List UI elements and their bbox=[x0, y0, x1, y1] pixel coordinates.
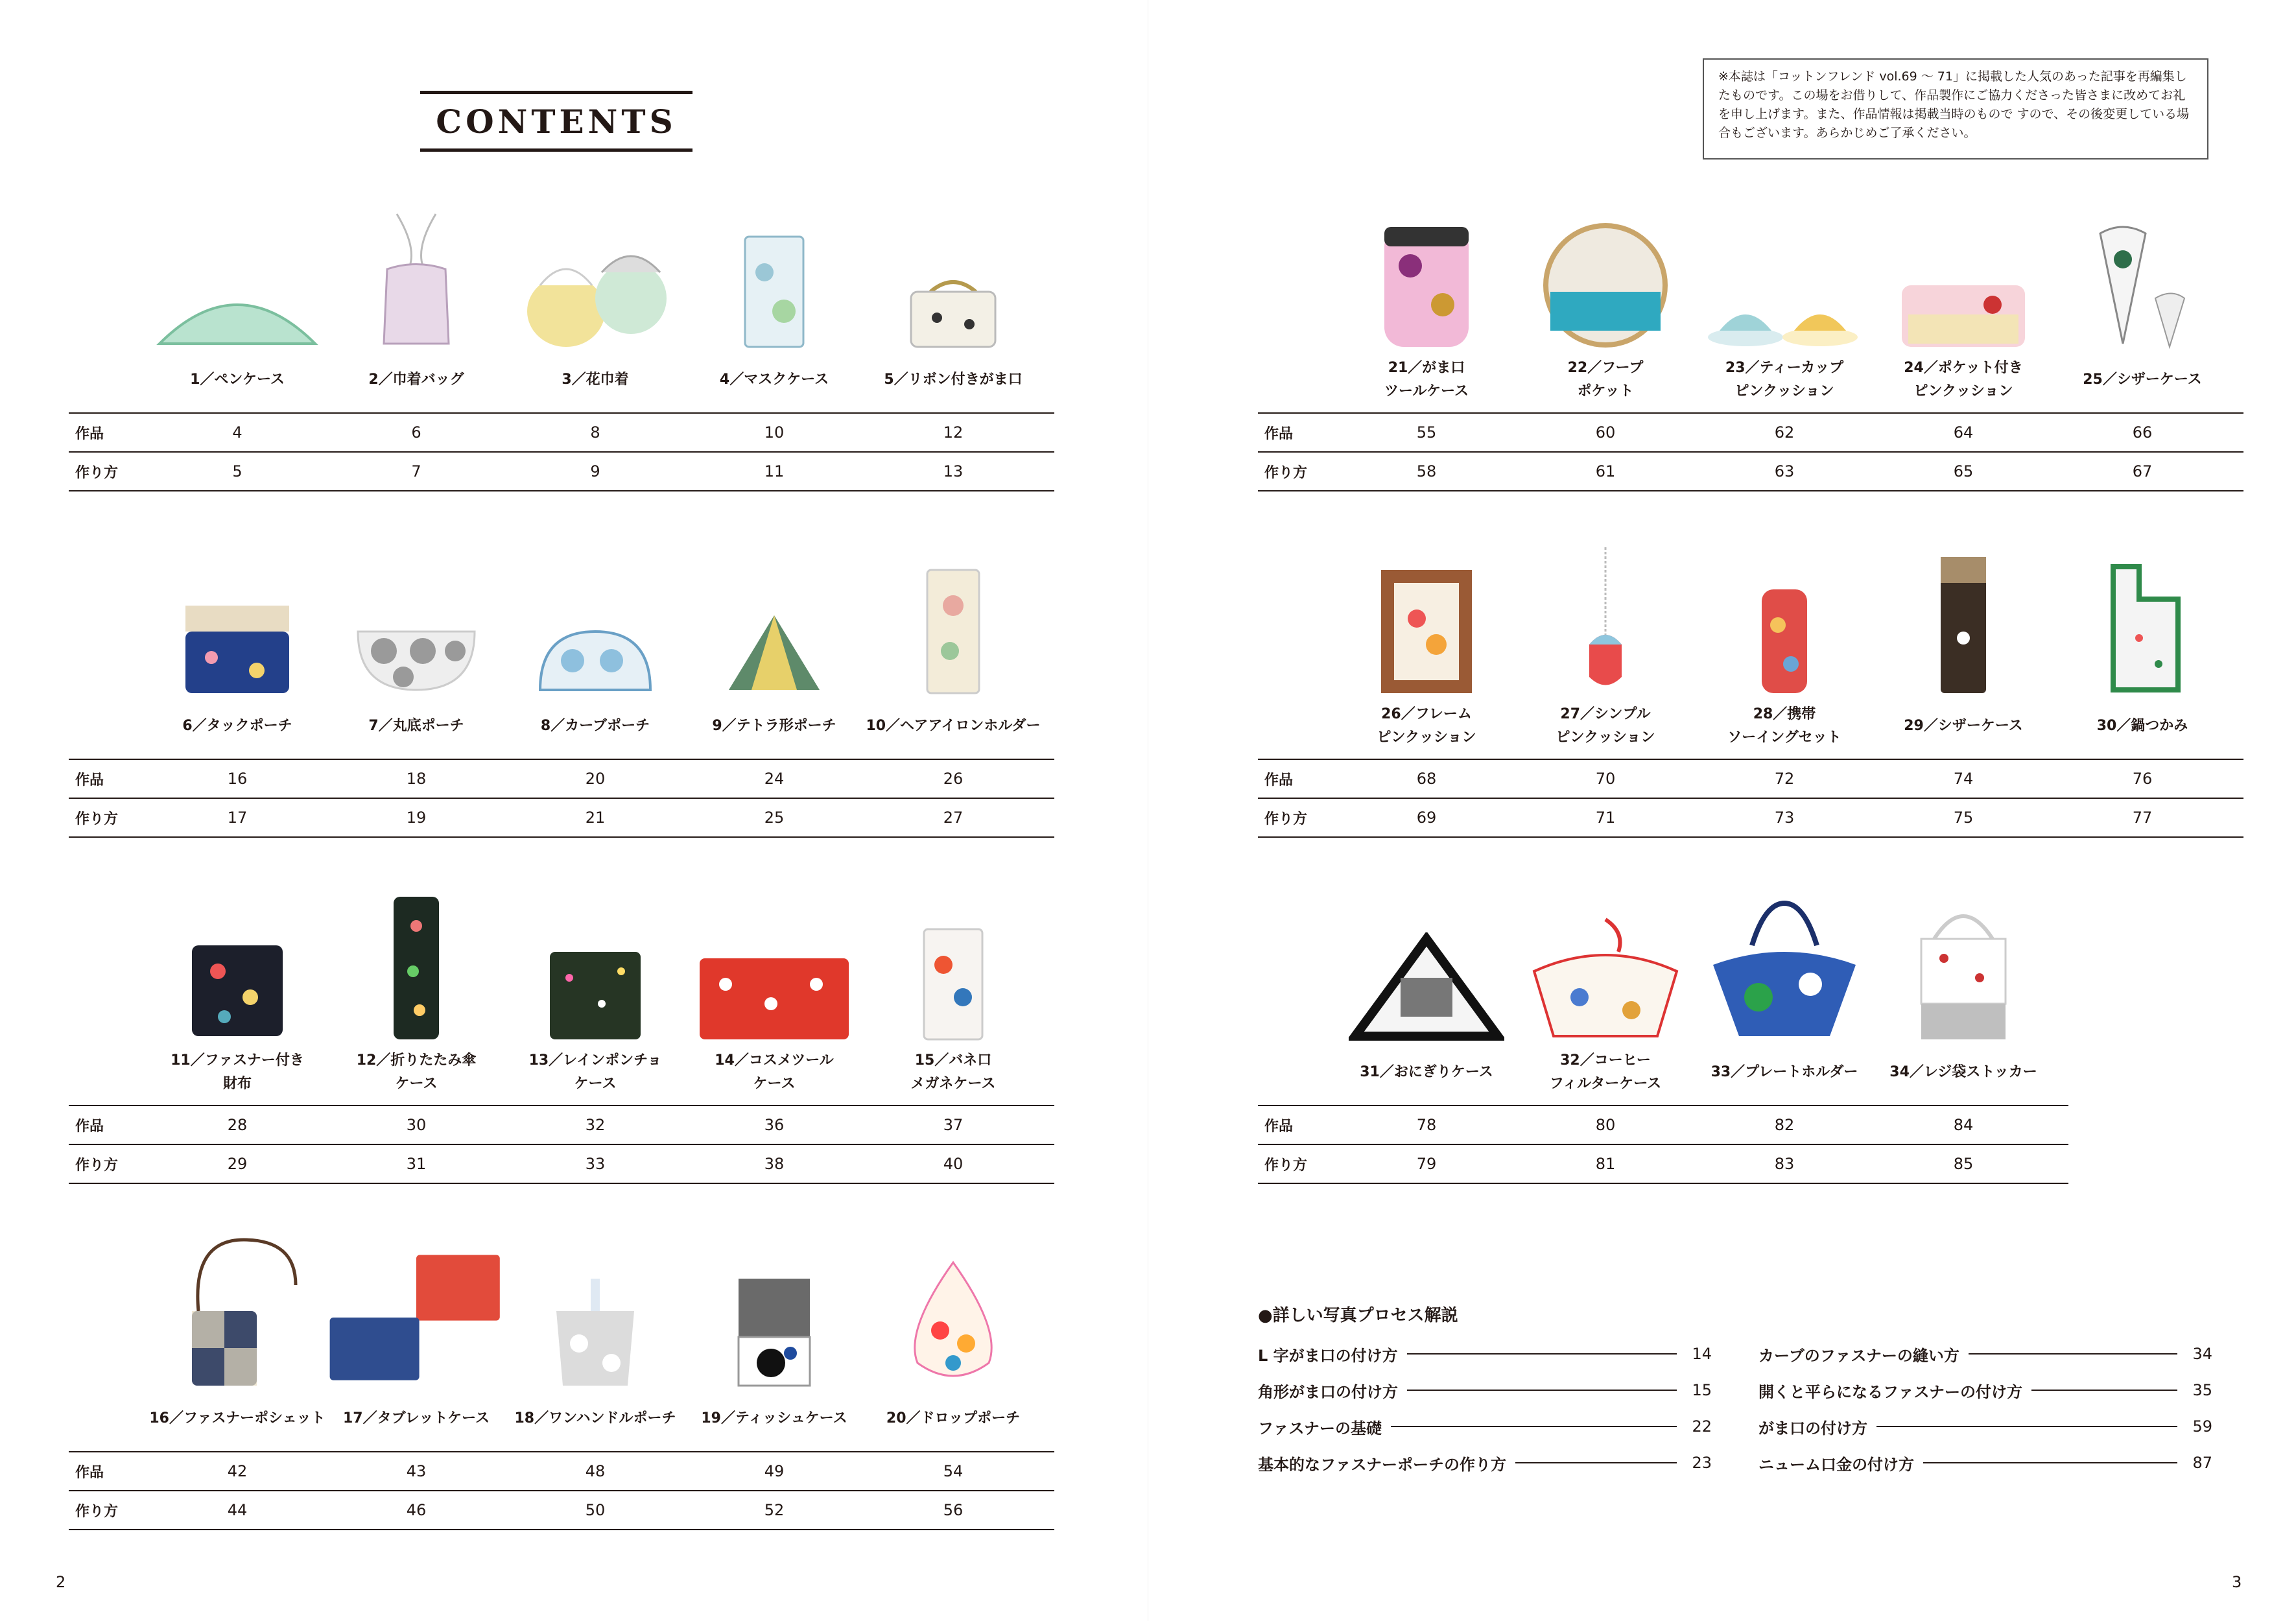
item-caption bbox=[327, 1049, 506, 1096]
process-label: がま口の付け方 bbox=[1758, 1419, 1867, 1438]
notice-box: ※本誌は「コットンフレンド vol.69 〜 71」に掲載した人気のあった記事を再編集したものです。この場をお借りして、作品製作にご協力くださった皆さまに改めてお礼を申し上げます。また、作品情報は掲載当時のもので すので、その後変更している場合もございます。あらかじめご了承ください。 bbox=[1703, 58, 2208, 160]
work-page-cell: 26 bbox=[943, 770, 964, 788]
process-item bbox=[1758, 1414, 2212, 1439]
filler-cell bbox=[1043, 452, 1054, 491]
round-pouch-icon bbox=[327, 541, 506, 696]
filler-cell bbox=[1043, 413, 1054, 452]
method-page-cell: 65 bbox=[1953, 462, 1974, 480]
mask-case-icon bbox=[685, 195, 864, 350]
process-label: カーブのファスナーの縫い方 bbox=[1758, 1346, 1959, 1365]
item-caption-line2: ポケット bbox=[1577, 383, 1634, 399]
method-page-cell: 81 bbox=[1595, 1155, 1616, 1173]
row-label: 作り方 bbox=[75, 1157, 119, 1174]
item-caption-line1: 28／携帯 bbox=[1753, 706, 1816, 722]
item-caption bbox=[327, 368, 506, 392]
method-page-cell: 33 bbox=[585, 1155, 606, 1173]
item-caption bbox=[864, 715, 1043, 738]
row-label: 作り方 bbox=[75, 1503, 119, 1520]
item-caption bbox=[327, 715, 506, 738]
process-item bbox=[1758, 1377, 2212, 1403]
process-item bbox=[1258, 1341, 1712, 1367]
work-page-cell: 32 bbox=[585, 1116, 606, 1134]
work-page-cell: 36 bbox=[764, 1116, 785, 1134]
leader-line bbox=[1407, 1390, 1677, 1391]
process-page: 22 bbox=[1692, 1417, 1712, 1436]
item-caption bbox=[1695, 1061, 1874, 1084]
row-label: 作品 bbox=[75, 1464, 104, 1481]
page-title: CONTENTS bbox=[420, 91, 692, 152]
work-page-cell: 8 bbox=[590, 423, 600, 442]
tissue-case-icon bbox=[685, 1233, 864, 1389]
item-caption-line1: 9／テトラ形ポーチ bbox=[712, 718, 836, 734]
table-row bbox=[1258, 798, 2243, 837]
row-label: 作り方 bbox=[1264, 464, 1308, 481]
leader-line bbox=[1407, 1353, 1677, 1355]
item-caption-line1: 11／ファスナー付き bbox=[171, 1052, 304, 1069]
scissor-case-icon bbox=[1874, 541, 2053, 696]
filler-cell bbox=[1043, 798, 1054, 837]
item-caption bbox=[1337, 703, 1516, 750]
work-page-cell: 37 bbox=[943, 1116, 964, 1134]
work-page-cell: 10 bbox=[764, 423, 785, 442]
method-page-cell: 11 bbox=[764, 462, 785, 480]
filler-cell bbox=[1043, 1144, 1054, 1183]
process-label: 開くと平らになるファスナーの付け方 bbox=[1758, 1382, 2023, 1401]
item-caption bbox=[1516, 1049, 1695, 1096]
work-page-cell: 60 bbox=[1595, 423, 1616, 442]
curve-pouch-icon bbox=[506, 541, 685, 696]
row-label: 作品 bbox=[1264, 1118, 1294, 1135]
pot-holder-icon bbox=[2053, 541, 2232, 696]
process-item bbox=[1758, 1450, 2212, 1476]
item-caption-line1: 31／おにぎりケース bbox=[1360, 1064, 1493, 1080]
item-caption-line1: 6／タックポーチ bbox=[182, 718, 292, 734]
filler-cell bbox=[1043, 1491, 1054, 1530]
item-caption-line1: 16／ファスナーポシェット bbox=[149, 1410, 325, 1426]
process-label: 基本的なファスナーポーチの作り方 bbox=[1258, 1455, 1507, 1474]
work-page-cell: 28 bbox=[227, 1116, 248, 1134]
item-caption bbox=[1874, 1061, 2053, 1084]
pen-case-icon bbox=[148, 195, 327, 350]
work-page-cell: 16 bbox=[227, 770, 248, 788]
method-page-cell: 38 bbox=[764, 1155, 785, 1173]
process-label: ファスナーの基礎 bbox=[1258, 1419, 1382, 1438]
item-caption-line1: 23／ティーカップ bbox=[1725, 360, 1844, 376]
simple-cushion-icon bbox=[1516, 541, 1695, 696]
item-caption bbox=[1337, 357, 1516, 403]
tuck-pouch-icon bbox=[148, 541, 327, 696]
item-caption-line2: ツールケース bbox=[1384, 383, 1469, 399]
tetra-pouch-icon bbox=[685, 541, 864, 696]
work-page-cell: 76 bbox=[2132, 770, 2153, 788]
item-caption-line1: 21／がま口 bbox=[1388, 360, 1465, 376]
process-page: 15 bbox=[1692, 1381, 1712, 1399]
hoop-pocket-icon bbox=[1516, 195, 1695, 350]
work-page-cell: 6 bbox=[411, 423, 421, 442]
work-page-cell: 24 bbox=[764, 770, 785, 788]
process-page: 34 bbox=[2192, 1345, 2212, 1363]
tool-case-icon bbox=[1337, 195, 1516, 350]
table-row bbox=[69, 798, 1054, 837]
item-caption bbox=[1874, 357, 2053, 403]
scissor-cone-icon bbox=[2053, 195, 2232, 350]
item-caption-line2: ケース bbox=[574, 1076, 617, 1092]
table-row bbox=[1258, 759, 2243, 798]
page-table bbox=[69, 759, 1054, 838]
item-caption bbox=[506, 368, 685, 392]
work-page-cell: 62 bbox=[1774, 423, 1795, 442]
work-page-cell: 80 bbox=[1595, 1116, 1616, 1134]
method-page-cell: 17 bbox=[227, 809, 248, 827]
work-page-cell: 18 bbox=[406, 770, 427, 788]
item-caption bbox=[1516, 703, 1695, 750]
item-caption-line1: 14／コスメツール bbox=[715, 1052, 834, 1069]
pochette-icon bbox=[148, 1233, 327, 1389]
item-caption-line1: 20／ドロップポーチ bbox=[886, 1410, 1021, 1426]
work-page-cell: 68 bbox=[1416, 770, 1437, 788]
filler-cell bbox=[2232, 413, 2243, 452]
iron-holder-icon bbox=[864, 541, 1043, 696]
item-caption bbox=[864, 368, 1043, 392]
row-label: 作品 bbox=[75, 425, 104, 442]
method-page-cell: 83 bbox=[1774, 1155, 1795, 1173]
table-row bbox=[69, 759, 1054, 798]
item-caption-line1: 12／折りたたみ傘 bbox=[356, 1052, 477, 1069]
item-caption bbox=[2053, 715, 2232, 738]
item-caption bbox=[1337, 1061, 1516, 1084]
table-row bbox=[1258, 1106, 2068, 1144]
method-page-cell: 9 bbox=[590, 462, 600, 480]
row-label: 作り方 bbox=[1264, 1157, 1308, 1174]
filter-case-icon bbox=[1516, 887, 1695, 1043]
item-caption-line2: ピンクッション bbox=[1556, 729, 1655, 746]
process-page: 23 bbox=[1692, 1454, 1712, 1472]
glasses-case-icon bbox=[864, 887, 1043, 1043]
item-caption-line1: 22／フープ bbox=[1567, 360, 1644, 376]
table-row bbox=[69, 1452, 1054, 1491]
item-caption bbox=[327, 1407, 506, 1430]
sewing-set-icon bbox=[1695, 541, 1874, 696]
item-caption-line1: 18／ワンハンドルポーチ bbox=[514, 1410, 676, 1426]
item-caption bbox=[148, 715, 327, 738]
onigiri-case-icon bbox=[1337, 887, 1516, 1043]
work-page-cell: 12 bbox=[943, 423, 964, 442]
work-page-cell: 64 bbox=[1953, 423, 1974, 442]
process-page: 87 bbox=[2192, 1454, 2212, 1472]
method-page-cell: 21 bbox=[585, 809, 606, 827]
row-label: 作品 bbox=[75, 1118, 104, 1135]
filler-cell bbox=[2053, 1106, 2068, 1144]
item-caption-line1: 27／シンプル bbox=[1560, 706, 1651, 722]
page-number-right: 3 bbox=[2232, 1573, 2242, 1591]
leader-line bbox=[1969, 1353, 2177, 1355]
item-caption bbox=[864, 1049, 1043, 1096]
work-page-cell: 43 bbox=[406, 1462, 427, 1480]
item-caption bbox=[506, 1407, 685, 1430]
work-page-cell: 30 bbox=[406, 1116, 427, 1134]
work-page-cell: 66 bbox=[2132, 423, 2153, 442]
page-table bbox=[1258, 412, 2243, 491]
item-caption bbox=[1695, 703, 1874, 750]
item-caption-line1: 5／リボン付きがま口 bbox=[884, 372, 1023, 388]
drawstring-bag-icon bbox=[327, 195, 506, 350]
page-table bbox=[1258, 1105, 2068, 1184]
method-page-cell: 79 bbox=[1416, 1155, 1437, 1173]
filler-cell bbox=[1043, 1106, 1054, 1144]
item-caption-line1: 24／ポケット付き bbox=[1904, 360, 2023, 376]
flower-pouch-icon bbox=[506, 195, 685, 350]
method-page-cell: 61 bbox=[1595, 462, 1616, 480]
work-page-cell: 82 bbox=[1774, 1116, 1795, 1134]
process-item bbox=[1758, 1341, 2212, 1367]
item-caption-line1: 3／花巾着 bbox=[562, 372, 629, 388]
method-page-cell: 40 bbox=[943, 1155, 964, 1173]
method-page-cell: 27 bbox=[943, 809, 964, 827]
teacup-cushion-icon bbox=[1695, 195, 1874, 350]
method-page-cell: 44 bbox=[227, 1501, 248, 1519]
item-caption-line1: 17／タブレットケース bbox=[343, 1410, 490, 1426]
item-caption-line2: ピンクッション bbox=[1734, 383, 1834, 399]
table-row bbox=[1258, 413, 2243, 452]
item-caption-line1: 8／カーブポーチ bbox=[540, 718, 650, 734]
table-row bbox=[69, 413, 1054, 452]
process-label: ニューム口金の付け方 bbox=[1758, 1455, 1914, 1474]
work-page-cell: 70 bbox=[1595, 770, 1616, 788]
work-page-cell: 20 bbox=[585, 770, 606, 788]
tablet-case-icon bbox=[327, 1233, 506, 1389]
clasp-purse-icon bbox=[864, 195, 1043, 350]
item-caption-line2: フィルターケース bbox=[1549, 1076, 1662, 1092]
item-caption bbox=[148, 1049, 327, 1096]
work-page-cell: 48 bbox=[585, 1462, 606, 1480]
method-page-cell: 56 bbox=[943, 1501, 964, 1519]
method-page-cell: 13 bbox=[943, 462, 964, 480]
method-page-cell: 46 bbox=[406, 1501, 427, 1519]
work-page-cell: 78 bbox=[1416, 1116, 1437, 1134]
item-caption bbox=[1874, 715, 2053, 738]
method-page-cell: 58 bbox=[1416, 462, 1437, 480]
item-caption bbox=[685, 715, 864, 738]
leader-line bbox=[1515, 1462, 1677, 1463]
item-caption bbox=[148, 1407, 327, 1430]
method-page-cell: 25 bbox=[764, 809, 785, 827]
cosme-case-icon bbox=[685, 887, 864, 1043]
filler-cell bbox=[1043, 1452, 1054, 1491]
item-caption-line2: ソーイングセット bbox=[1727, 729, 1841, 746]
process-heading: ●詳しい写真プロセス解説 bbox=[1258, 1306, 1458, 1325]
method-page-cell: 71 bbox=[1595, 809, 1616, 827]
row-label: 作品 bbox=[1264, 772, 1294, 788]
process-page: 59 bbox=[2192, 1417, 2212, 1436]
method-page-cell: 77 bbox=[2132, 809, 2153, 827]
work-page-cell: 55 bbox=[1416, 423, 1437, 442]
item-caption bbox=[864, 1407, 1043, 1430]
frame-cushion-icon bbox=[1337, 541, 1516, 696]
table-row bbox=[69, 1106, 1054, 1144]
item-caption-line2: ピンクッション bbox=[1377, 729, 1476, 746]
item-caption-line1: 4／マスクケース bbox=[719, 372, 829, 388]
page-number-left: 2 bbox=[56, 1573, 66, 1591]
item-caption-line1: 26／フレーム bbox=[1381, 706, 1472, 722]
item-caption bbox=[2053, 368, 2232, 392]
table-row bbox=[69, 1144, 1054, 1183]
row-label: 作品 bbox=[75, 772, 104, 788]
method-page-cell: 52 bbox=[764, 1501, 785, 1519]
item-caption-line1: 33／プレートホルダー bbox=[1710, 1064, 1858, 1080]
work-page-cell: 49 bbox=[764, 1462, 785, 1480]
work-page-cell: 54 bbox=[943, 1462, 964, 1480]
leader-line bbox=[1391, 1426, 1677, 1427]
item-caption bbox=[1695, 357, 1874, 403]
item-caption-line2: 財布 bbox=[222, 1076, 252, 1092]
process-page: 14 bbox=[1692, 1345, 1712, 1363]
work-page-cell: 4 bbox=[232, 423, 243, 442]
item-caption-line1: 19／ティッシュケース bbox=[701, 1410, 847, 1426]
item-caption-line2: ピンクッション bbox=[1913, 383, 2013, 399]
item-caption-line1: 10／ヘアアイロンホルダー bbox=[866, 718, 1041, 734]
row-label: 作品 bbox=[1264, 425, 1294, 442]
item-caption-line1: 2／巾着バッグ bbox=[368, 372, 464, 388]
method-page-cell: 73 bbox=[1774, 809, 1795, 827]
method-page-cell: 7 bbox=[411, 462, 421, 480]
method-page-cell: 75 bbox=[1953, 809, 1974, 827]
method-page-cell: 31 bbox=[406, 1155, 427, 1173]
item-caption bbox=[148, 368, 327, 392]
method-page-cell: 67 bbox=[2132, 462, 2153, 480]
method-page-cell: 85 bbox=[1953, 1155, 1974, 1173]
item-caption-line1: 34／レジ袋ストッカー bbox=[1889, 1064, 2037, 1080]
plate-holder-icon bbox=[1695, 887, 1874, 1043]
row-label: 作り方 bbox=[1264, 810, 1308, 827]
method-page-cell: 5 bbox=[232, 462, 243, 480]
process-label: L 字がま口の付け方 bbox=[1258, 1346, 1398, 1365]
item-caption bbox=[1516, 357, 1695, 403]
process-item bbox=[1258, 1414, 1712, 1439]
item-caption-line2: ケース bbox=[753, 1076, 796, 1092]
poncho-case-icon bbox=[506, 887, 685, 1043]
item-caption-line1: 1／ペンケース bbox=[190, 372, 285, 388]
filler-cell bbox=[2232, 798, 2243, 837]
work-page-cell: 84 bbox=[1953, 1116, 1974, 1134]
row-label: 作り方 bbox=[75, 464, 119, 481]
leader-line bbox=[1876, 1426, 2177, 1427]
item-caption bbox=[506, 715, 685, 738]
work-page-cell: 74 bbox=[1953, 770, 1974, 788]
filler-cell bbox=[2053, 1144, 2068, 1183]
page-table bbox=[69, 1105, 1054, 1184]
page-table bbox=[69, 412, 1054, 491]
umbrella-case-icon bbox=[327, 887, 506, 1043]
handle-pouch-icon bbox=[506, 1233, 685, 1389]
bag-stocker-icon bbox=[1874, 887, 2053, 1043]
item-caption bbox=[685, 1407, 864, 1430]
item-caption-line1: 7／丸底ポーチ bbox=[368, 718, 464, 734]
table-row bbox=[69, 1491, 1054, 1530]
pocket-cushion-icon bbox=[1874, 195, 2053, 350]
filler-cell bbox=[1043, 759, 1054, 798]
row-label: 作り方 bbox=[75, 810, 119, 827]
method-page-cell: 63 bbox=[1774, 462, 1795, 480]
filler-cell bbox=[2232, 452, 2243, 491]
item-caption-line2: メガネケース bbox=[910, 1076, 996, 1092]
process-item bbox=[1258, 1450, 1712, 1476]
page-table bbox=[1258, 759, 2243, 838]
method-page-cell: 69 bbox=[1416, 809, 1437, 827]
work-page-cell: 72 bbox=[1774, 770, 1795, 788]
item-caption-line1: 32／コーヒー bbox=[1560, 1052, 1651, 1069]
item-caption-line1: 25／シザーケース bbox=[2083, 372, 2202, 388]
method-page-cell: 50 bbox=[585, 1501, 606, 1519]
table-row bbox=[69, 452, 1054, 491]
drop-pouch-icon bbox=[864, 1233, 1043, 1389]
zip-wallet-icon bbox=[148, 887, 327, 1043]
item-caption-line1: 15／バネ口 bbox=[914, 1052, 992, 1069]
method-page-cell: 29 bbox=[227, 1155, 248, 1173]
process-item bbox=[1258, 1377, 1712, 1403]
process-label: 角形がま口の付け方 bbox=[1258, 1382, 1398, 1401]
table-row bbox=[1258, 452, 2243, 491]
item-caption bbox=[685, 368, 864, 392]
item-caption bbox=[685, 1049, 864, 1096]
table-row bbox=[1258, 1144, 2068, 1183]
leader-line bbox=[1923, 1462, 2177, 1463]
process-page: 35 bbox=[2192, 1381, 2212, 1399]
item-caption-line2: ケース bbox=[395, 1076, 438, 1092]
item-caption-line1: 30／鍋つかみ bbox=[2096, 718, 2188, 734]
item-caption-line1: 13／レインポンチョ bbox=[528, 1052, 662, 1069]
item-caption bbox=[506, 1049, 685, 1096]
work-page-cell: 42 bbox=[227, 1462, 248, 1480]
method-page-cell: 19 bbox=[406, 809, 427, 827]
page-table bbox=[69, 1451, 1054, 1530]
leader-line bbox=[2031, 1390, 2177, 1391]
item-caption-line1: 29／シザーケース bbox=[1904, 718, 2023, 734]
filler-cell bbox=[2232, 759, 2243, 798]
